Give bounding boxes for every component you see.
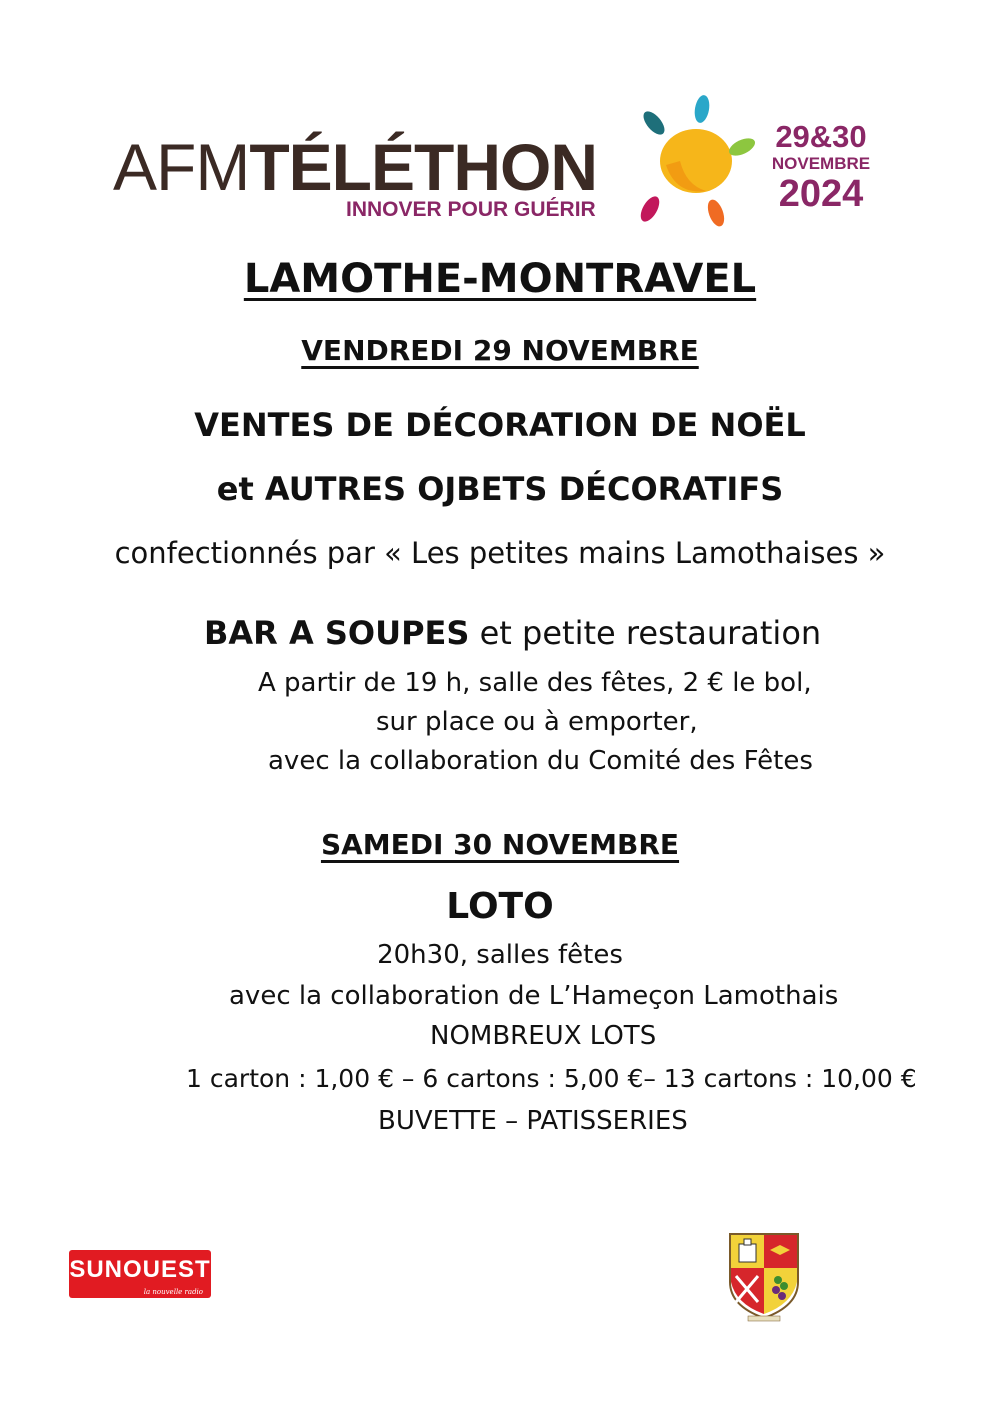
loto-line-2: avec la collaboration de L’Hameçon Lamothais [229, 981, 839, 1011]
sale-line-3: confectionnés par « Les petites mains Lamothaises » [114, 536, 886, 570]
town-name: LAMOTHE-MONTRAVEL [243, 256, 757, 302]
friday-heading-text: VENDREDI 29 NOVEMBRE [301, 334, 699, 367]
town-title [0, 256, 1000, 302]
telethon-wordmark [113, 132, 597, 202]
coat-of-arms-icon [726, 1230, 802, 1322]
friday-heading [0, 334, 1000, 367]
loto-title: LOTO [446, 886, 554, 927]
badge-days: 29&30 [775, 119, 867, 154]
sale-line-1: VENTES DE DÉCORATION DE NOËL [194, 406, 806, 444]
bar-line-2: sur place ou à emporter, [376, 707, 698, 737]
loto-line-3: NOMBREUX LOTS [430, 1021, 657, 1051]
saturday-heading [0, 828, 1000, 861]
badge-year: 2024 [778, 173, 864, 215]
event-dates-badge [766, 120, 876, 214]
loto-line-5: BUVETTE – PATISSERIES [378, 1106, 688, 1136]
brand-bold: TÉLÉTHON [249, 130, 597, 204]
loto-line-1: 20h30, salles fêtes [377, 940, 623, 970]
bar-line-1: A partir de 19 h, salle des fêtes, 2 € le bol, [258, 668, 812, 698]
sunouest-slogan: la nouvelle radio [143, 1288, 203, 1296]
badge-month: NOVEMBRE [771, 154, 871, 173]
sunouest-name: SUNOUEST [69, 1256, 211, 1283]
sun-logo-icon [636, 95, 766, 237]
bar-line-3: avec la collaboration du Comité des Fêtes [268, 746, 813, 776]
bar-heading [204, 614, 821, 652]
loto-prices: 1 carton : 1,00 € – 6 cartons : 5,00 €– 13 cartons : 10,00 € [186, 1064, 917, 1093]
sunouest-logo [69, 1250, 211, 1298]
sale-line-2: et AUTRES OJBETS DÉCORATIFS [216, 470, 784, 508]
telethon-tagline: INNOVER POUR GUÉRIR [346, 198, 596, 221]
bar-heading-bold: BAR A SOUPES [204, 614, 470, 652]
bar-heading-rest: et petite restauration [469, 614, 822, 652]
saturday-heading-text: SAMEDI 30 NOVEMBRE [320, 828, 680, 861]
brand-light: AFM [113, 130, 250, 204]
